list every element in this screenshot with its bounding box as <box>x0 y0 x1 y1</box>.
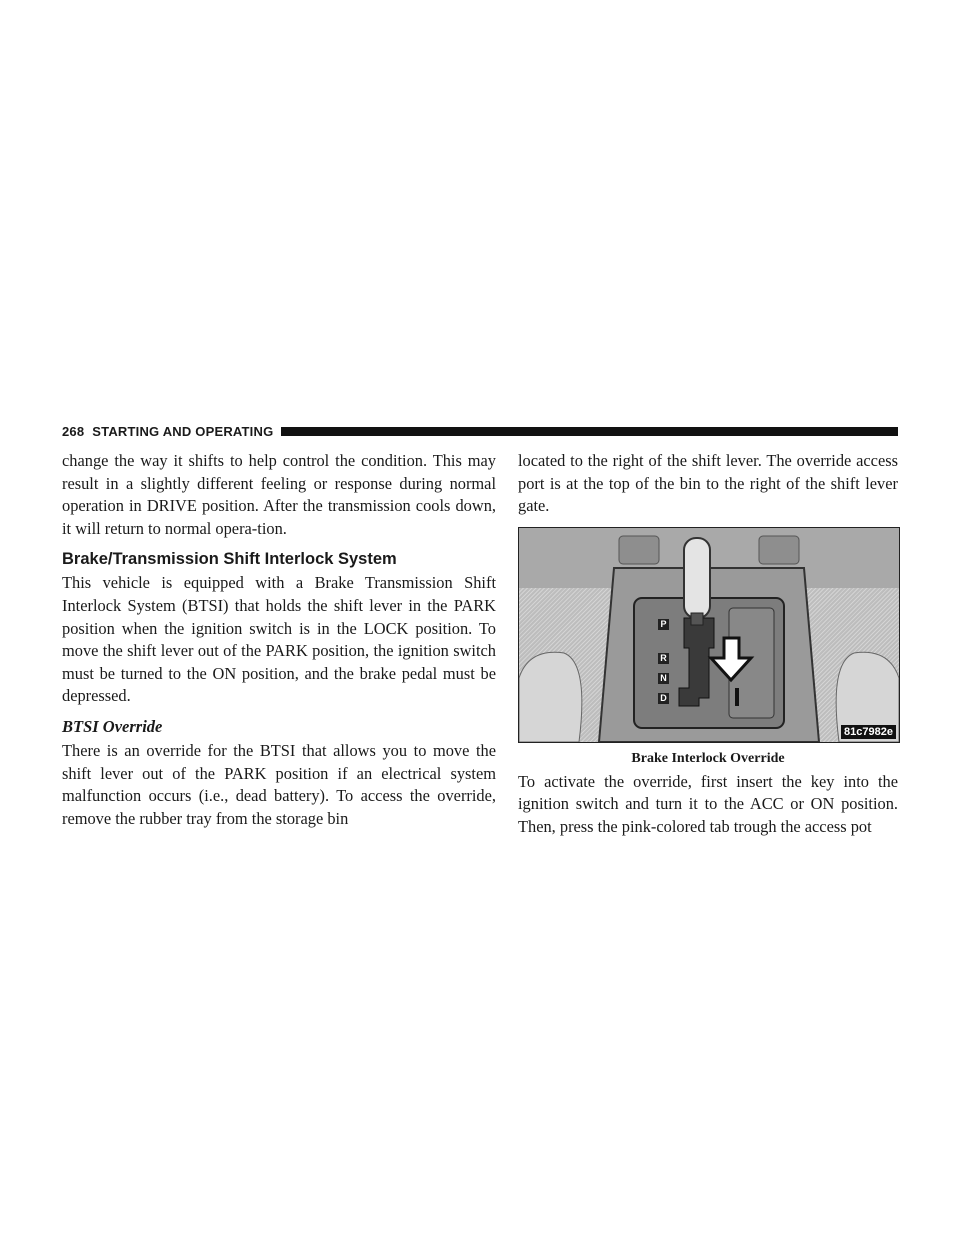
subsection-heading: BTSI Override <box>62 716 163 736</box>
shifter-illustration <box>518 527 900 743</box>
right-column <box>518 450 898 839</box>
paragraph: This vehicle is equipped with a Brake Transmission Shift Interlock System (BTSI) that holds the shift lever in the PARK position when the ignition switch is in the LOCK position. To move the shift lever out of the PARK position, the ignition switch must be turned to the ON position, and the brake pedal must be depressed. <box>62 573 496 706</box>
gear-letter-r: R <box>658 653 669 664</box>
page-header <box>62 421 898 441</box>
shifter-drawing <box>519 528 899 742</box>
paragraph: There is an override for the BTSI that allows you to move the shift lever out of the PARK position if an electrical system malfunction occurs (i.e., dead battery). To access the override, remove the rubber tray from the storage bin <box>62 740 496 828</box>
left-column <box>62 450 496 830</box>
gear-letter-n: N <box>658 673 669 684</box>
header-rule <box>281 427 898 436</box>
gear-letter-p: P <box>658 619 669 630</box>
paragraph: change the way it shifts to help control the condition. This may result in a slightly different feeling or response during normal operation in DRIVE position. After the transmission cools down, it will return to normal opera-tion. <box>62 451 496 538</box>
figure-caption: Brake Interlock Override <box>631 750 785 766</box>
gear-letter-d: D <box>658 693 669 704</box>
figure-code: 81c7982e <box>841 725 896 739</box>
section-title: STARTING AND OPERATING <box>92 423 274 439</box>
paragraph: located to the right of the shift lever. The override access port is at the top of the bin to the right of the shift lever gate. <box>518 451 898 516</box>
page-number: 268 <box>62 423 85 439</box>
paragraph: To activate the override, first insert the key into the ignition switch and turn it to the ACC or ON position. Then, press the pink-colored tab trough the access pot <box>518 771 898 836</box>
section-heading: Brake/Transmission Shift Interlock System <box>62 550 397 569</box>
